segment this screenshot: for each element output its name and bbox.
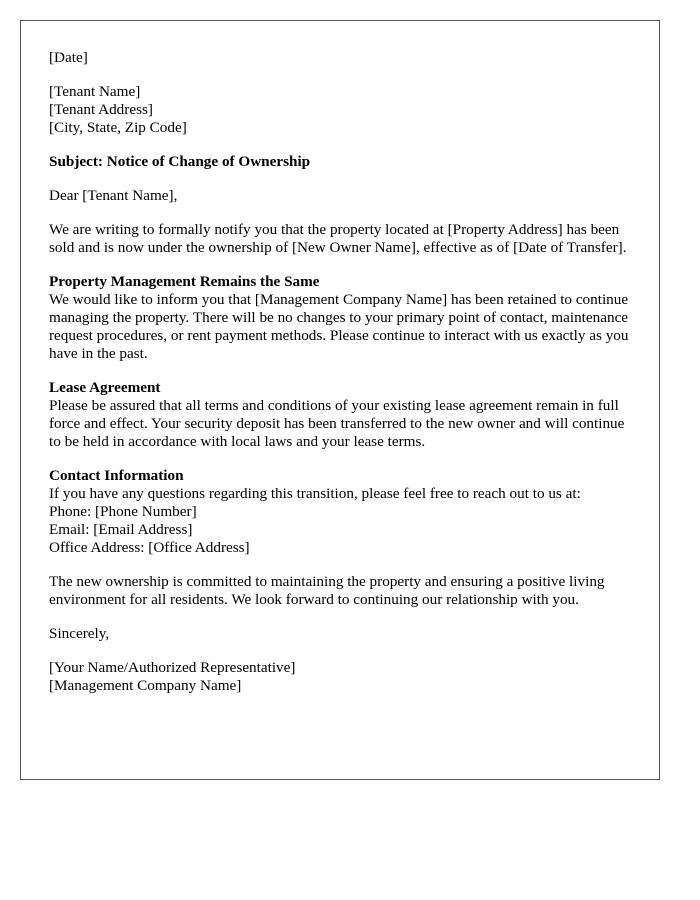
contact-intro: If you have any questions regarding this transition, please feel free to reach out to us at: <box>49 485 581 502</box>
recipient-name: [Tenant Name] <box>49 83 141 100</box>
signature-block <box>49 659 631 695</box>
section-contact-information <box>49 467 631 557</box>
subject-block <box>49 153 631 171</box>
salutation-block <box>49 187 631 205</box>
contact-phone: Phone: [Phone Number] <box>49 503 197 520</box>
signoff-block <box>49 625 631 643</box>
letter-signoff: Sincerely, <box>49 625 110 642</box>
intro-paragraph: We are writing to formally notify you that the property located at [Property Address] has been sold and is now under the ownership of [New Owner Name], effective as of [Date of Transfer]. <box>49 221 627 256</box>
section-body: Please be assured that all terms and conditions of your existing lease agreement remain in full force and effect. Your security deposit has been transferred to the new owner and will continue to be held in accordance with local laws and your lease terms. <box>49 397 625 450</box>
section-heading: Lease Agreement <box>49 379 161 396</box>
closing-paragraph: The new ownership is committed to maintaining the property and ensuring a positive living environment for all residents. We look forward to continuing our relationship with you. <box>49 573 605 608</box>
contact-email: Email: [Email Address] <box>49 521 193 538</box>
letter-date: [Date] <box>49 49 88 66</box>
recipient-address-block <box>49 83 631 137</box>
letter-date-block <box>49 49 631 67</box>
contact-heading: Contact Information <box>49 467 184 484</box>
section-property-management <box>49 273 631 363</box>
section-body: We would like to inform you that [Management Company Name] has been retained to continue managing the property. There will be no changes to your primary point of contact, maintenance request procedures, or rent payment methods. Please continue to interact with us exactly as you have in the past. <box>49 291 629 362</box>
intro-paragraph-block <box>49 221 631 257</box>
section-heading: Property Management Remains the Same <box>49 273 320 290</box>
recipient-city-state-zip: [City, State, Zip Code] <box>49 119 187 136</box>
signature-company: [Management Company Name] <box>49 677 242 694</box>
contact-office-address: Office Address: [Office Address] <box>49 539 250 556</box>
recipient-address: [Tenant Address] <box>49 101 153 118</box>
letter-subject: Subject: Notice of Change of Ownership <box>49 153 311 170</box>
letter-page <box>20 20 660 780</box>
section-lease-agreement <box>49 379 631 451</box>
closing-paragraph-block <box>49 573 631 609</box>
letter-salutation: Dear [Tenant Name], <box>49 187 178 204</box>
signature-name: [Your Name/Authorized Representative] <box>49 659 296 676</box>
